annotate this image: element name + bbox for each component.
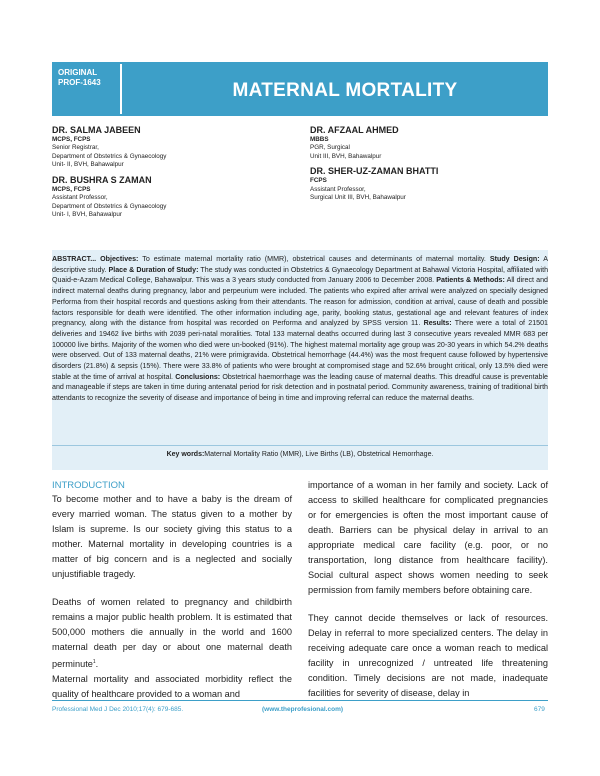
author-name: DR. SHER-UZ-ZAMAN BHATTI	[310, 166, 439, 177]
column-right	[308, 478, 548, 714]
author-name: DR. AFZAAL AHMED	[310, 125, 399, 135]
abstract-objectives: To estimate maternal mortality ratio (MMR), obstetrical causes and determinants of maternal mortality.	[138, 255, 490, 263]
abstract-label: Study Design:	[489, 255, 540, 263]
author-affiliation: Senior Registrar,	[52, 144, 99, 152]
keywords-label: Key words:	[166, 451, 205, 458]
author-affiliation: Department of Obstetrics & Gynaecology	[52, 152, 167, 160]
footer-divider	[52, 700, 548, 701]
author-affiliation: Surgical Unit III, BVH, Bahawalpur	[310, 194, 406, 202]
abstract-label: Results:	[423, 319, 452, 328]
article-type-label	[58, 68, 118, 88]
author-affiliation: Department of Obstetrics & Gynaecology	[52, 202, 167, 210]
author-4	[310, 167, 548, 202]
keywords	[52, 451, 548, 458]
abstract-conclusions: Obstetrical haemorrhage was the leading cause of maternal deaths. This dreadful cause is preventable and manageable if steps are taken in time during antenatal period for risk detection and in postnatal period. Community awareness, training of traditional birth attendants to recognize the severity of disease and importance of being in time and improving referral can reduce the maternal deaths.	[52, 372, 548, 403]
abstract-results: There were a total of 21501 deliveries and 19462 live births with 2039 peri-natal moralities. Total 133 maternal deaths occurred during last 3 consecutive years revealed MMR 683 per 100000 live births. Majority of the women who died were un-booked (91%). The highest maternal mortality age group was 20-30 years in which 54.2% deaths were observed. Out of 133 maternal deaths, 21% were primigravida. Obstetrical hemorrhage (44.4%) was the most frequent cause followed by hypertensive disorders (21.8%) & sepsis (15%). There were 33.8% of patients who were brought at compromised stage and 52.6% brought critical, only 13.5% died were stable at the time of arrival at hospital.	[52, 319, 548, 381]
abstract-patients: All direct and indirect maternal deaths during pregnancy, labor and perpeurium were included. The patients who expired after arrival were analyzed on specially designed Performa from their hospital records and questions asking from their attendants. The reason for admission, condition at arrival, cause of death and possible factors responsible for death were identified. The other information including age, parity, booking status, gestational age and relevant features of index pregnancy, along with the distance from hospital was recorded on Performa and analyzed by SPSS version 11.	[52, 276, 548, 328]
author-name: DR. SALMA JABEEN	[52, 125, 141, 135]
paragraph-end: .	[95, 659, 99, 670]
authors-right	[310, 126, 548, 209]
author-affiliation: Unit III, BVH, Bahawalpur	[310, 152, 382, 160]
author-3	[310, 126, 548, 161]
author-quals: MCPS, FCPS	[52, 185, 91, 193]
article-title: MATERNAL MORTALITY	[232, 80, 458, 101]
author-2	[52, 176, 292, 220]
abstract-label: Conclusions:	[175, 372, 221, 381]
footer-website: (www.theprofesional.com)	[262, 706, 344, 713]
abstract-label: Place & Duration of Study:	[108, 265, 199, 274]
column-left	[52, 492, 292, 715]
keywords-divider	[52, 445, 548, 446]
page-number: 679	[534, 706, 545, 713]
paragraph-text: Deaths of women related to pregnancy and childbirth remains a major public health problem. It is estimated that 500,000 mothers die annually in the world and 1600 maternal death per day or about one maternal death perminute	[52, 597, 292, 670]
band-divider	[120, 64, 122, 114]
paragraph: To become mother and to have a baby is the dream of every married woman. The status given to a mother by Islam is supreme. Is our society giving this status to a mother. Maternal mortality in developing countries is a matter of big concern and is a neglected and socially unjustifiable tragedy.	[52, 494, 292, 579]
author-affiliation: PGR, Surgical	[310, 144, 350, 152]
article-code: PROF-1643	[58, 78, 101, 87]
paragraph: importance of a woman in her family and society. Lack of access to skilled healthcare for complicated pregnancies or for emergencies is often the most important cause of death. Barriers can be physical delay in arrival to an appropriate medical care facility (e.g. poor, or no transportation, long distance from healthcare facility). Social cultural aspect shows women needing to seek permission from family members before obtaining care.	[308, 480, 548, 595]
paragraph: They cannot decide themselves or lack of resources. Delay in referral to more specialized centers. The delay in receiving adequate care once a woman reach to medical facility in unrecognized / untreated life threatening condition. Timely decisions are not made, inadequate facilities for severity of disease, delay in	[308, 613, 548, 698]
article-type: ORIGINAL	[58, 68, 98, 77]
abstract	[52, 254, 548, 404]
abstract-place: The study was conducted in Obstetrics & Gynaecology Department at Bahawal Victoria Hospital, affiliated with Quaid-e-Azam Medical College, Bahawalpur. This was a 3 years study conducted from January 2006 to December 2008.	[52, 265, 549, 285]
author-quals: MCPS, FCPS	[52, 135, 91, 143]
paragraph	[52, 595, 292, 672]
author-affiliation: Unit- I, BVH, Bahawalpur	[52, 211, 122, 219]
abstract-label: Patients & Methods:	[436, 276, 505, 285]
section-heading: INTRODUCTION	[52, 480, 125, 491]
author-affiliation: Assistant Professor,	[52, 194, 108, 202]
keywords-text: Maternal Mortality Ratio (MMR), Live Births (LB), Obstetrical Hemorrhage.	[204, 451, 434, 458]
paragraph: Maternal mortality and associated morbidity reflect the quality of healthcare provided to a woman and	[52, 674, 292, 700]
abstract-design: A descriptive study.	[52, 255, 548, 274]
citation: 1	[92, 659, 96, 665]
footer-citation: Professional Med J Dec 2010;17(4): 679-685.	[52, 706, 184, 713]
author-affiliation: Assistant Professor,	[310, 185, 366, 193]
author-1	[52, 126, 292, 170]
authors-left	[52, 126, 292, 226]
author-quals: MBBS	[310, 135, 329, 143]
author-name: DR. BUSHRA S ZAMAN	[52, 174, 152, 185]
author-quals: FCPS	[310, 176, 327, 184]
author-affiliation: Unit- II, BVH, Bahawalpur	[52, 161, 124, 169]
abstract-label: ABSTRACT... Objectives:	[52, 255, 139, 263]
